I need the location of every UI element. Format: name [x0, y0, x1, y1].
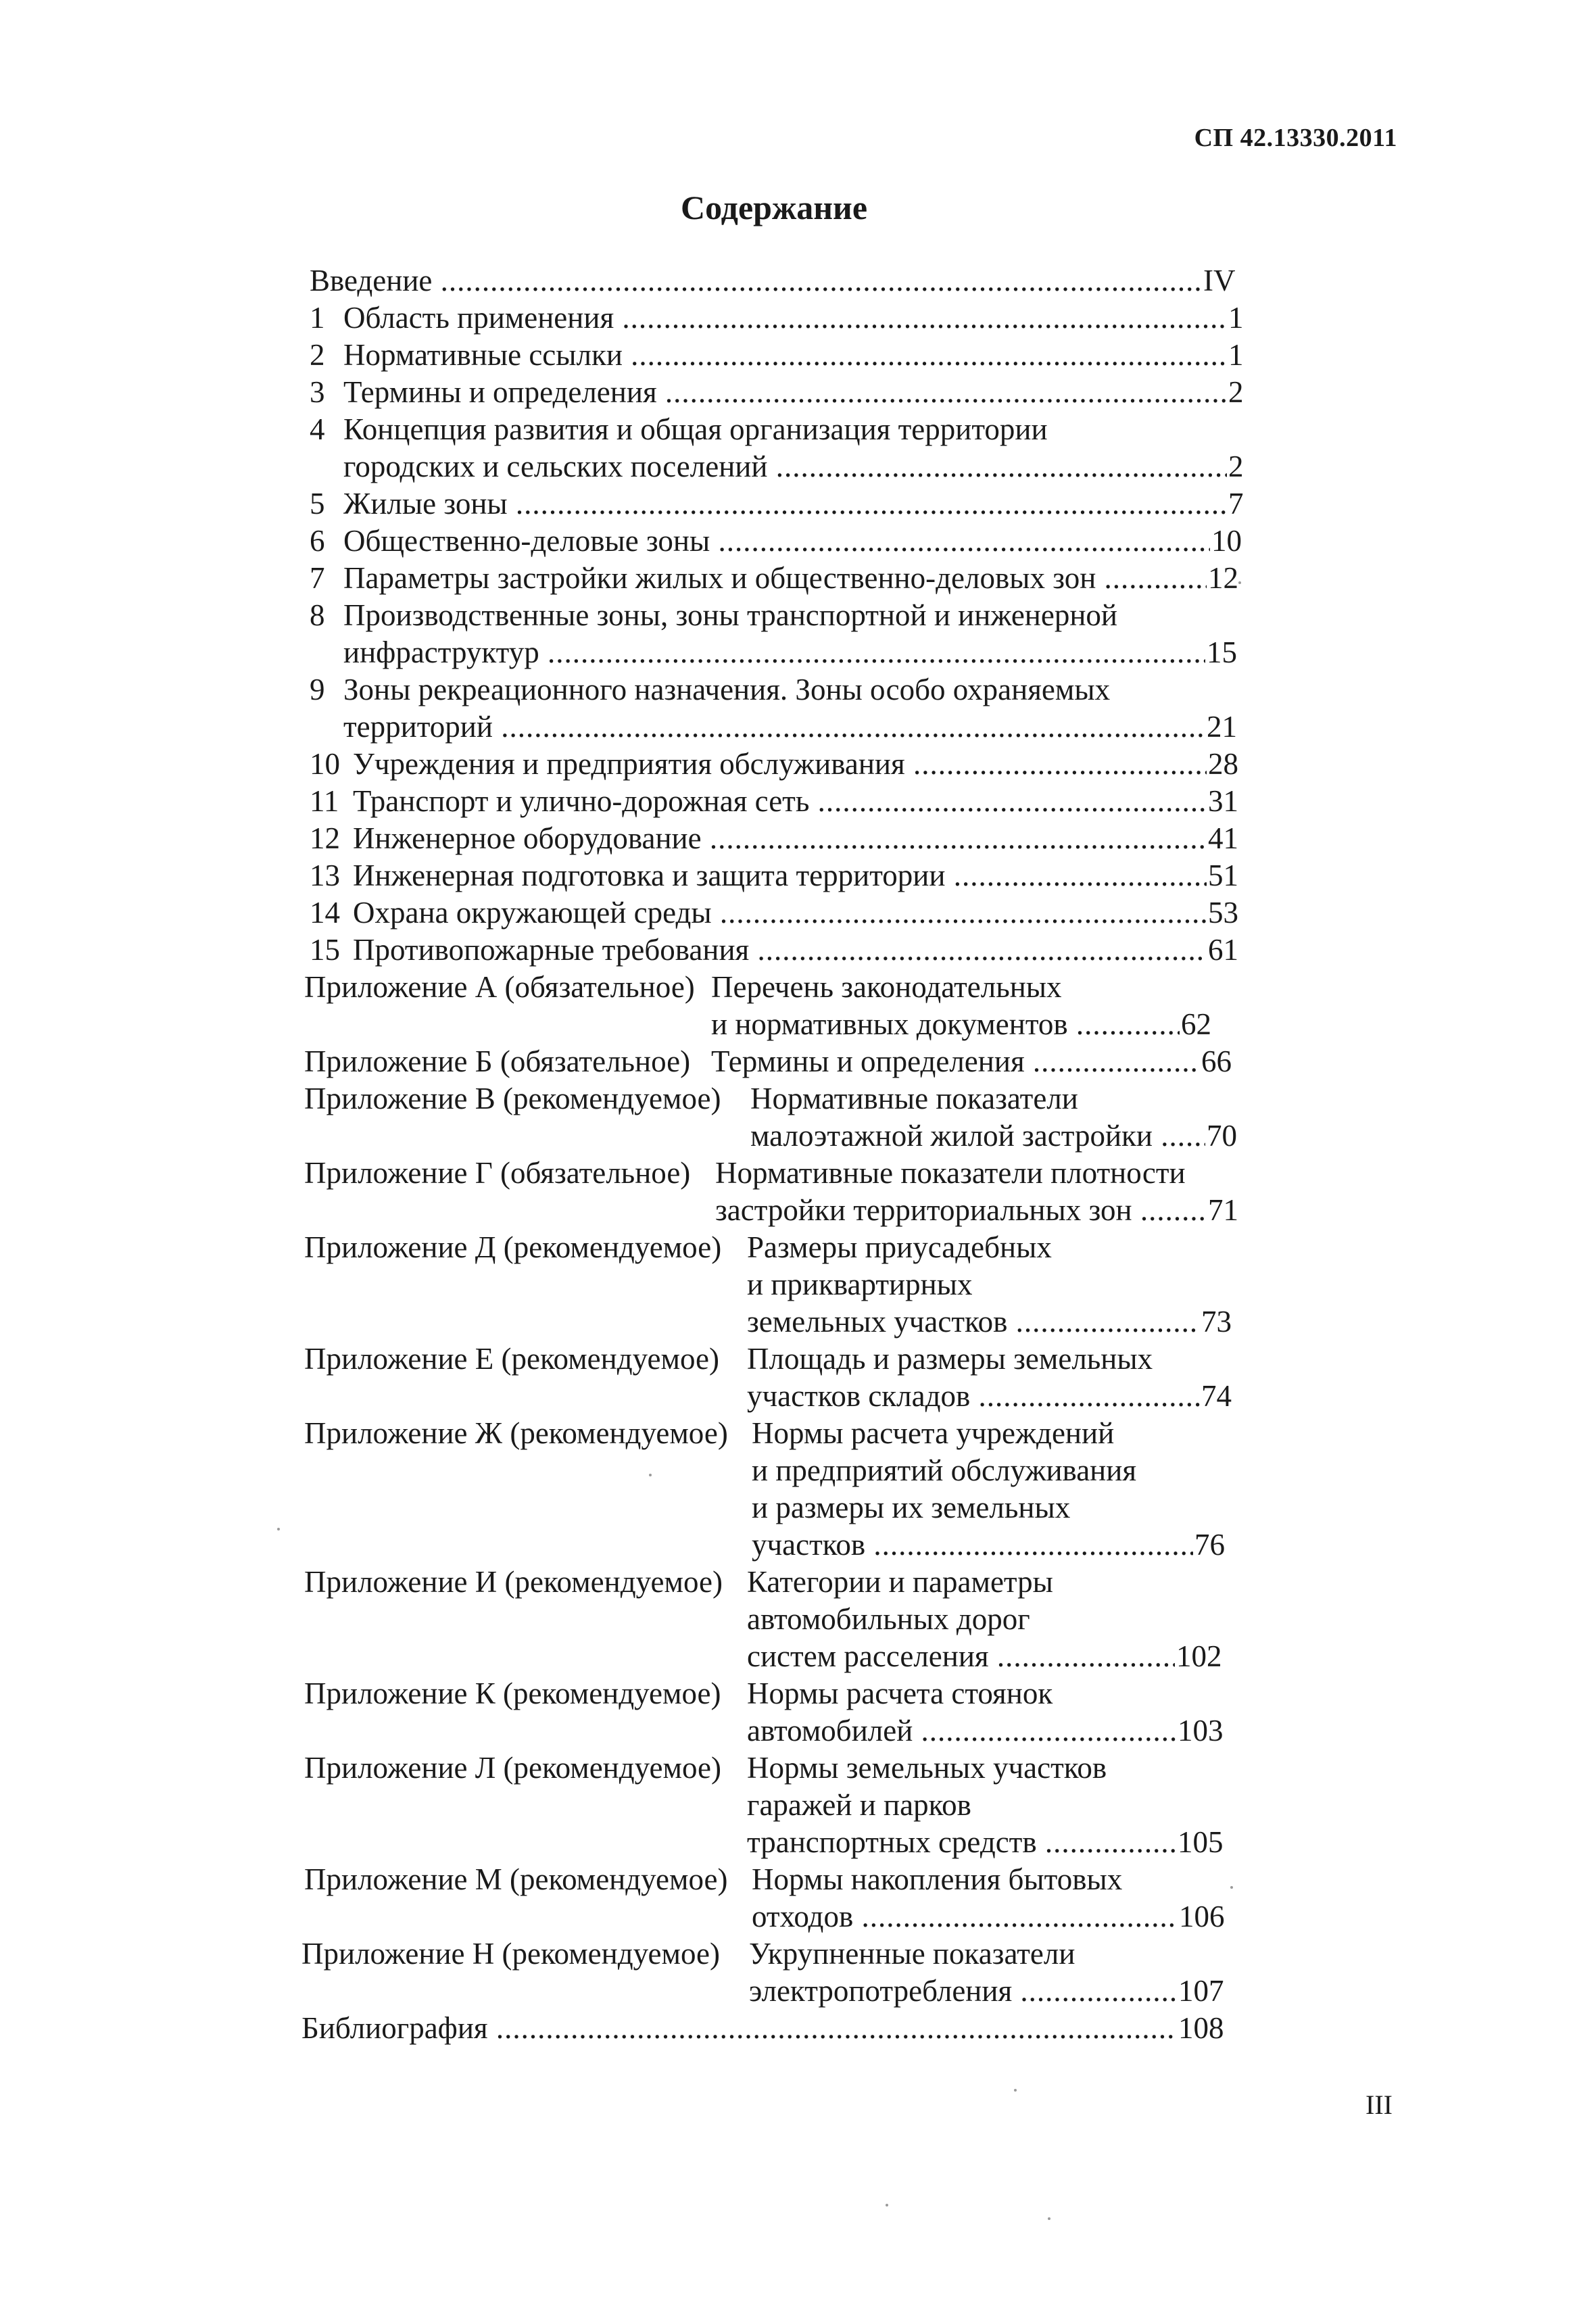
scan-speck: [649, 1474, 652, 1476]
toc-entry-number: 10: [310, 747, 340, 781]
toc-page-number: 61: [1207, 932, 1238, 969]
appendix-label-zh[interactable]: Приложение Ж (рекомендуемое): [304, 1416, 728, 1450]
toc-page-number: 1: [1227, 299, 1244, 337]
toc-page-number: 74: [1200, 1378, 1232, 1415]
toc-entry-number: 1: [310, 301, 325, 335]
toc-page-number: 15: [1205, 634, 1237, 671]
toc-entry-7[interactable]: [310, 560, 1207, 597]
toc-entry-text: Общественно-деловые зоны: [343, 524, 710, 558]
toc-entry-9-cont[interactable]: [343, 708, 1205, 746]
toc-page-number: 62: [1180, 1006, 1211, 1043]
appendix-title: Нормы земельных участков: [747, 1751, 1107, 1785]
appendix-title: Нормы расчета стоянок: [747, 1676, 1053, 1710]
appendix-title: Нормативные показатели: [750, 1082, 1078, 1115]
scan-speck: [1230, 1886, 1233, 1889]
toc-entry-6[interactable]: [310, 523, 1210, 560]
appendix-title: отходов .....: [752, 1898, 1178, 1935]
appendix-title: и предприятий обслуживания: [752, 1453, 1137, 1487]
appendix-title: Термины и определения .....: [711, 1043, 1200, 1080]
toc-entry-text: Жилые зоны: [343, 487, 508, 521]
toc-entry-number: 13: [310, 859, 340, 892]
scan-speck: [886, 2204, 888, 2206]
toc-entry-4[interactable]: [310, 411, 1324, 448]
toc-entry-10[interactable]: [310, 746, 1207, 783]
toc-entry-text: Область применения: [343, 301, 614, 335]
appendix-title: Нормативные показатели плотности: [715, 1156, 1186, 1190]
toc-page-number: 51: [1207, 857, 1238, 894]
toc-entry-8[interactable]: [310, 597, 1324, 634]
toc-entry-number: 6: [310, 524, 325, 558]
toc-page-number: 107: [1177, 1973, 1224, 2010]
appendix-title: участков складов .....: [747, 1378, 1200, 1415]
toc-entry-number: 3: [310, 375, 325, 409]
toc-entry-text: Инженерная подготовка и защита территории: [353, 859, 946, 892]
appendix-title: Нормы накопления бытовых: [752, 1862, 1123, 1896]
appendix-title: и размеры их земельных: [752, 1491, 1071, 1524]
appendix-label-d[interactable]: Приложение Д (рекомендуемое): [304, 1230, 722, 1264]
toc-page-number: 1: [1227, 337, 1244, 374]
toc-entry-text: Термины и определения: [343, 375, 657, 409]
toc-entry-text: городских и сельских поселений: [343, 450, 768, 483]
toc-page-number: 28: [1207, 746, 1238, 783]
appendix-title: и приквартирных: [747, 1268, 973, 1301]
toc-page-number: 53: [1207, 894, 1238, 932]
toc-page-number: 21: [1205, 708, 1237, 746]
scan-speck: [1014, 2089, 1017, 2092]
toc-entry-number: 5: [310, 487, 325, 521]
toc-page-number: 70: [1205, 1117, 1237, 1155]
toc-entry-text: инфраструктур: [343, 635, 539, 669]
appendix-title: Площадь и размеры земельных: [747, 1342, 1153, 1376]
toc-entry-text: Производственные зоны, зоны транспортной и инженерной: [343, 598, 1118, 632]
toc-page-number: 2: [1227, 448, 1244, 485]
toc-entry-text: Концепция развития и общая организация территории: [343, 412, 1048, 446]
toc-entry-number: 12: [310, 821, 340, 855]
toc-page-number: 103: [1176, 1712, 1224, 1750]
toc-entry-text: Транспорт и улично-дорожная сеть: [353, 784, 810, 818]
appendix-title: участков .....: [752, 1526, 1193, 1564]
toc-entry-number: 2: [310, 338, 325, 372]
appendix-title: Перечень законодательных: [711, 970, 1062, 1004]
toc-page-number: 10: [1210, 523, 1242, 560]
toc-entry-number: 4: [310, 412, 325, 446]
appendix-title: Нормы расчета учреждений: [752, 1416, 1115, 1450]
toc-entry-1[interactable]: [310, 299, 1227, 337]
toc-entry-9[interactable]: [310, 671, 1324, 708]
scan-speck: [1238, 581, 1241, 584]
appendix-title: систем расселения .....: [747, 1638, 1175, 1675]
appendix-title: и нормативных документов .....: [711, 1006, 1180, 1043]
toc-page-number: 102: [1175, 1638, 1222, 1675]
appendix-title: автомобильных дорог: [747, 1602, 1030, 1636]
page-title: Содержание: [680, 189, 868, 226]
toc-entry-text: Параметры застройки жилых и общественно-деловых зон: [343, 561, 1096, 595]
toc-entry-text: территорий: [343, 710, 493, 744]
toc-entry-number: 11: [310, 784, 339, 818]
toc-entry-text: Противопожарные требования: [353, 933, 750, 967]
appendix-label-a[interactable]: Приложение А (обязательное): [304, 970, 695, 1004]
appendix-label-e[interactable]: Приложение Е (рекомендуемое): [304, 1342, 719, 1376]
toc-entry-text: Библиография: [301, 2011, 488, 2045]
appendix-title: транспортных средств .....: [747, 1824, 1176, 1861]
appendix-title: Размеры приусадебных: [747, 1230, 1052, 1264]
toc-entry-3[interactable]: [310, 374, 1227, 411]
appendix-title: электропотребления .....: [749, 1973, 1177, 2010]
toc-entry-13[interactable]: [310, 857, 1207, 894]
scan-speck: [277, 1528, 280, 1530]
toc-page-number: 12: [1207, 560, 1238, 597]
toc-page-number: 2: [1227, 374, 1244, 411]
toc-entry-14[interactable]: [310, 894, 1207, 932]
toc-entry-text: Охрана окружающей среды: [353, 896, 712, 930]
toc-page-number: 73: [1200, 1303, 1232, 1341]
toc-page-number: 108: [1177, 2010, 1224, 2047]
toc-entry-number: 15: [310, 933, 340, 967]
page-number: III: [1365, 2090, 1393, 2120]
toc-entry-15[interactable]: [310, 932, 1207, 969]
toc-entry-number: 9: [310, 673, 325, 706]
appendix-title: Категории и параметры: [747, 1565, 1053, 1599]
toc-entry-text: Зоны рекреационного назначения. Зоны особо охраняемых: [343, 673, 1111, 706]
toc-entry-11[interactable]: [310, 783, 1207, 820]
appendix-label-l[interactable]: Приложение Л (рекомендуемое): [304, 1751, 722, 1785]
appendix-label-i[interactable]: Приложение И (рекомендуемое): [304, 1565, 723, 1599]
appendix-label-v[interactable]: Приложение В (рекомендуемое): [304, 1082, 721, 1115]
toc-entry-text: Инженерное оборудование: [353, 821, 702, 855]
appendix-label-k[interactable]: Приложение К (рекомендуемое): [304, 1676, 721, 1710]
toc-page-number: 105: [1176, 1824, 1224, 1861]
scan-speck: [1048, 2217, 1050, 2220]
appendix-label-b[interactable]: Приложение Б (обязательное): [304, 1044, 691, 1078]
toc-entry-2[interactable]: [310, 337, 1227, 374]
appendix-label-g[interactable]: Приложение Г (обязательное): [304, 1156, 691, 1190]
appendix-title: малоэтажной жилой застройки .....: [750, 1117, 1205, 1155]
toc-entry-text: Введение: [310, 264, 433, 297]
appendix-title: автомобилей .....: [747, 1712, 1176, 1750]
toc-page-number: 71: [1207, 1192, 1238, 1229]
toc-entry-4-cont[interactable]: [343, 448, 1227, 485]
toc-entry-12[interactable]: [310, 820, 1207, 857]
toc-entry-number: 14: [310, 896, 340, 930]
appendix-title: гаражей и парков: [747, 1788, 971, 1822]
toc-entry-number: 8: [310, 598, 325, 632]
toc-entry-text: Нормативные ссылки: [343, 338, 623, 372]
toc-entry-intro[interactable]: [310, 262, 1202, 299]
appendix-title: Укрупненные показатели: [749, 1937, 1075, 1971]
appendix-title: земельных участков .....: [747, 1303, 1200, 1341]
toc-page-number: 41: [1207, 820, 1238, 857]
toc-entry-5[interactable]: [310, 485, 1227, 523]
toc-page-number: 76: [1193, 1526, 1225, 1564]
appendix-title: застройки территориальных зон .....: [715, 1192, 1207, 1229]
toc-entry-text: Учреждения и предприятия обслуживания: [353, 747, 905, 781]
toc-page-number: 31: [1207, 783, 1238, 820]
toc-page-number: IV: [1202, 262, 1235, 299]
toc-page-number: 66: [1200, 1043, 1232, 1080]
toc-entry-number: 7: [310, 561, 325, 595]
toc-entry-bibliography[interactable]: [301, 2010, 1177, 2047]
toc-page-number: 106: [1178, 1898, 1225, 1935]
appendix-label-n[interactable]: Приложение Н (рекомендуемое): [301, 1937, 720, 1971]
document-code: СП 42.13330.2011: [1194, 124, 1397, 152]
toc-entry-8-cont[interactable]: [343, 634, 1205, 671]
appendix-label-m[interactable]: Приложение М (рекомендуемое): [304, 1862, 728, 1896]
toc-page-number: 7: [1227, 485, 1244, 523]
